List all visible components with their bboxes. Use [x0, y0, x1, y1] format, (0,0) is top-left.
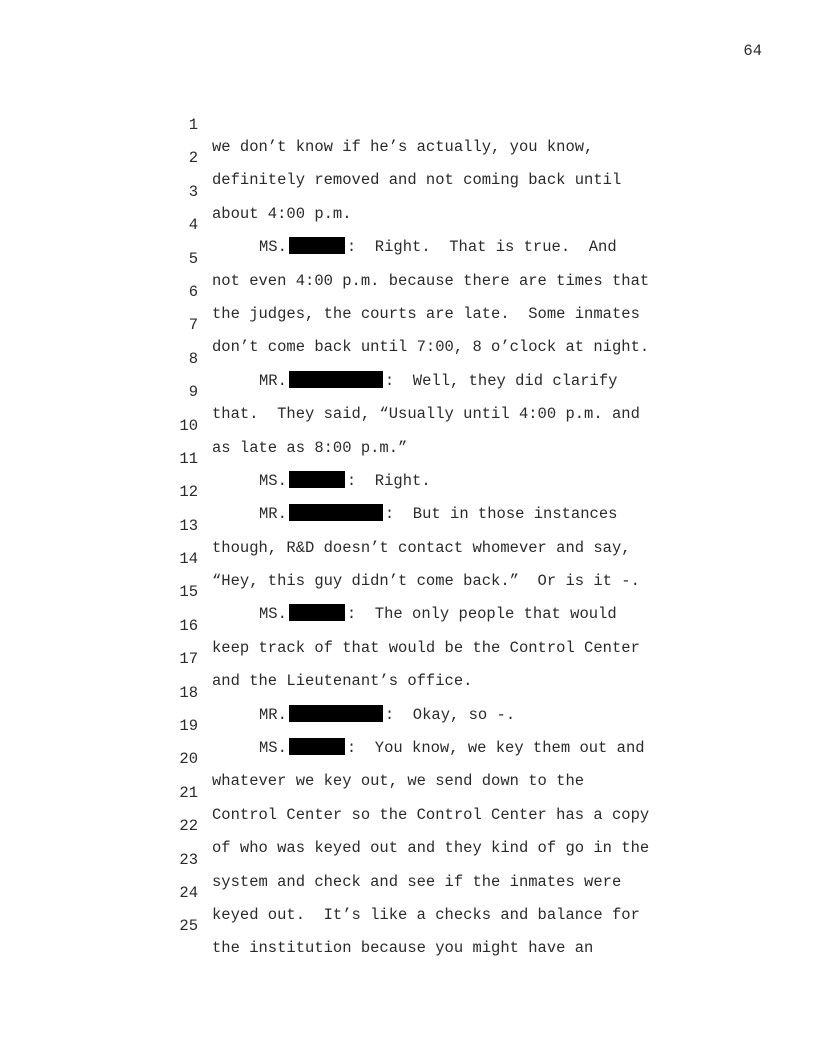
transcript-line [0, 292, 816, 357]
line-text: about 4:00 p.m. [212, 204, 352, 223]
line-text: : Right. [346, 471, 431, 490]
speaker-title: MR. [259, 371, 287, 390]
transcript-line [0, 359, 816, 424]
line-number: 2 [188, 149, 198, 168]
line-text: as late as 8:00 p.m.” [212, 438, 408, 457]
line-text: though, R&D doesn’t contact whomever and say, [212, 538, 631, 557]
transcript-line [0, 493, 816, 557]
line-number: 25 [179, 917, 198, 936]
transcript-line [0, 259, 816, 323]
transcript-line [0, 593, 816, 657]
line-text: : But in those instances [384, 505, 618, 524]
transcript-line [0, 426, 816, 490]
transcript-line [0, 192, 816, 257]
transcript-line [0, 393, 816, 457]
line-number: 11 [179, 449, 198, 468]
transcript-line [0, 159, 816, 223]
transcript-body [0, 92, 816, 958]
line-text: : The only people that would [346, 605, 617, 624]
line-text: don’t come back until 7:00, 8 o’clock at night. [212, 338, 650, 357]
line-text: the judges, the courts are late. Some inmates [212, 304, 640, 323]
line-text: : Well, they did clarify [384, 371, 618, 390]
line-text: : Right. That is true. And [346, 238, 617, 257]
line-number: 19 [179, 717, 198, 736]
line-text: “Hey, this guy didn’t come back.” Or is it -. [212, 572, 640, 591]
line-text: and the Lieutenant’s office. [212, 672, 473, 691]
transcript-line [0, 326, 816, 390]
speaker-title: MS. [259, 605, 287, 624]
line-number: 9 [188, 383, 198, 402]
line-number: 4 [188, 216, 198, 235]
line-number: 22 [179, 817, 198, 836]
line-number: 24 [179, 883, 198, 902]
line-text: Control Center so the Control Center has a copy [212, 805, 650, 824]
line-text: we don’t know if he’s actually, you know, [212, 138, 594, 156]
line-number: 17 [179, 650, 198, 669]
transcript-line [0, 559, 816, 624]
line-number: 16 [179, 616, 198, 635]
transcript-line [0, 125, 816, 190]
line-text: keyed out. It’s like a checks and balance for [212, 905, 640, 924]
line-text: whatever we key out, we send down to the [212, 772, 585, 791]
line-number: 14 [179, 550, 198, 569]
transcript-line [0, 226, 816, 290]
transcript-line [0, 660, 816, 724]
speaker-title: MS. [259, 739, 287, 758]
line-number: 6 [188, 282, 198, 301]
line-number: 3 [188, 182, 198, 201]
line-text: system and check and see if the inmates were [212, 872, 622, 891]
line-number: 13 [179, 516, 198, 535]
transcript-line [0, 860, 816, 924]
line-text: not even 4:00 p.m. because there are times that [212, 271, 650, 290]
page-number: 64 [743, 42, 762, 60]
line-text: : Okay, so -. [384, 705, 516, 724]
speaker-title: MS. [259, 238, 287, 257]
line-number: 15 [179, 583, 198, 602]
transcript-line [0, 827, 816, 891]
transcript-line [0, 526, 816, 591]
line-text: : You know, we key them out and [346, 739, 645, 758]
transcript-line [0, 693, 816, 758]
transcript-line [0, 92, 816, 156]
line-text: the institution because you might have an [212, 939, 594, 958]
line-number: 5 [188, 249, 198, 268]
line-number: 12 [179, 483, 198, 502]
transcript-line [0, 893, 816, 958]
line-number: 23 [179, 850, 198, 869]
transcript-line [0, 626, 816, 691]
line-text: keep track of that would be the Control Center [212, 638, 640, 657]
speaker-title: MR. [259, 705, 287, 724]
transcript-line [0, 793, 816, 858]
line-text: of who was keyed out and they kind of go in the [212, 839, 650, 858]
line-text: definitely removed and not coming back until [212, 171, 622, 190]
line-number: 21 [179, 783, 198, 802]
transcript-line [0, 760, 816, 824]
line-number: 1 [188, 116, 198, 134]
speaker-title: MR. [259, 505, 287, 524]
transcript-line [0, 459, 816, 524]
line-number: 10 [179, 416, 198, 435]
line-number: 20 [179, 750, 198, 769]
line-number: 8 [188, 349, 198, 368]
transcript-line [0, 726, 816, 791]
line-number: 18 [179, 683, 198, 702]
line-text: that. They said, “Usually until 4:00 p.m. and [212, 405, 640, 424]
line-number: 7 [188, 316, 198, 335]
speaker-title: MS. [259, 471, 287, 490]
